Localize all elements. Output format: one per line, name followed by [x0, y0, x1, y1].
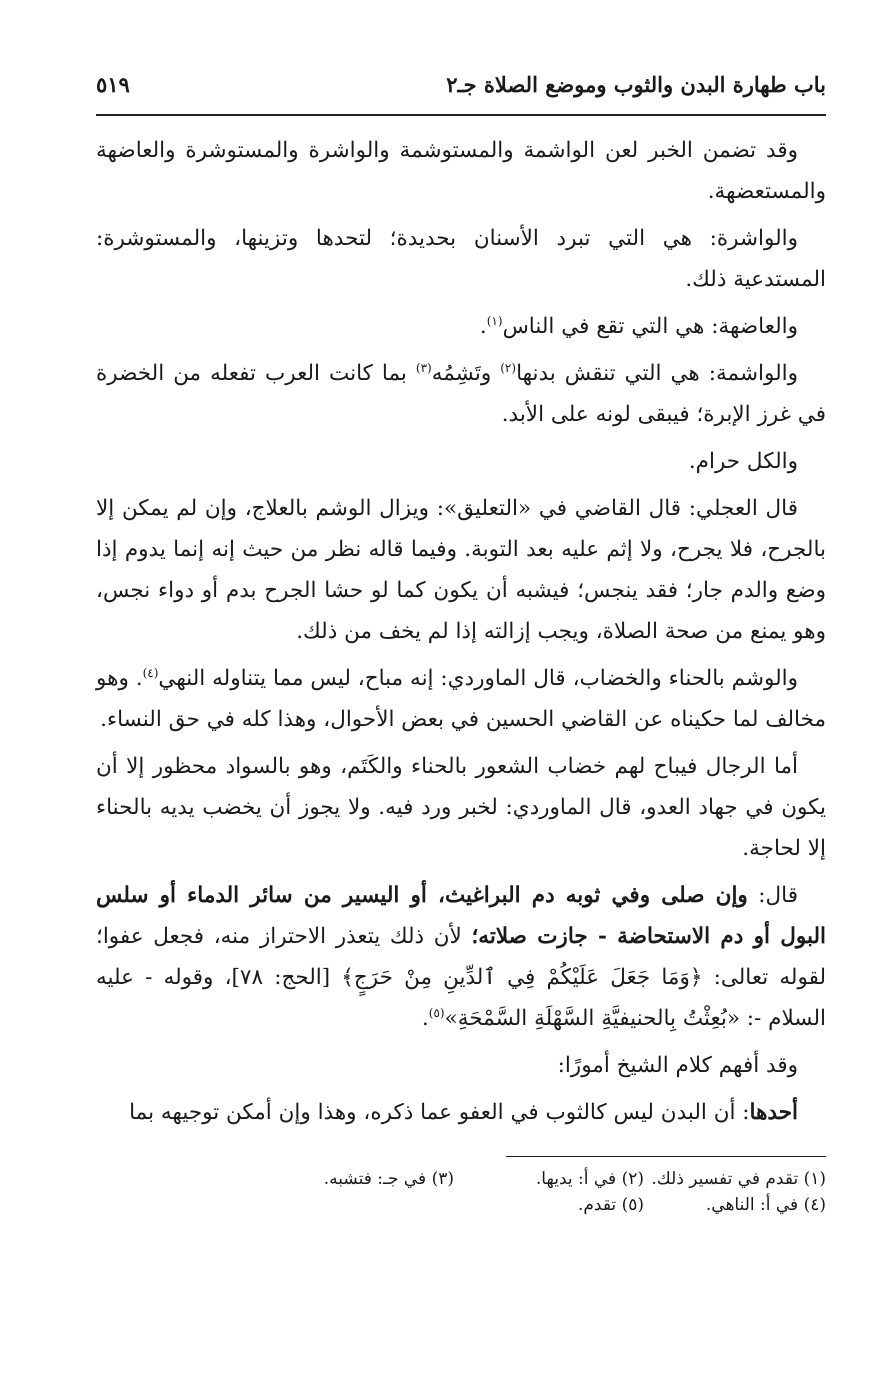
- footnote-ref: (١): [486, 313, 503, 328]
- footnote-rule: [506, 1156, 826, 1157]
- footnote: (٣) في جـ: فتشبه.: [323, 1169, 454, 1189]
- footnotes: [96, 1166, 826, 1218]
- footnote-ref: (٥): [428, 1005, 445, 1020]
- paragraph: وقد تضمن الخبر لعن الواشمة والمستوشمة والواشرة والمستوشرة والعاضهة والمستعضهة.: [96, 138, 826, 204]
- paragraph: والواشمة: هي التي تنقش بدنها$^{(٢)}$ وتَشِمُه$^{(٣)}$ بما كانت العرب تفعله من الخضرة في غرز الإبرة؛ فيبقى لونه على الأبد.: [96, 360, 826, 427]
- paragraph: قال العجلي: قال القاضي في «التعليق»: ويزال الوشم بالعلاج، وإن لم يمكن إلا بالجرح، فلا يجرح، ولا إثم عليه بعد التوبة. وفيما قاله نظر من حيث إنه إنما يدوم إذا وضع والدم جار؛ فقد ينجس؛ فيشبه أن يكون كما لو حشا الجرح بدم أو دواء نجس، وهو يمنع من صحة الصلاة، ويجب إزالته إذا لم يخف من ذلك.: [96, 496, 826, 644]
- footnote-ref: (٣): [415, 360, 432, 375]
- footnote-area: [96, 0, 826, 1379]
- paragraph: أما الرجال فيباح لهم خضاب الشعور بالحناء والكَتَم، وهو بالسواد محظور إلا أن يكون في جهاد العدو، قال الماوردي: لخبر ورد فيه. ولا يجوز أن يخضب يديه بالحناء إلا لحاجة.: [96, 754, 826, 861]
- footnote: (١) تقدم في تفسير ذلك.: [651, 1169, 826, 1189]
- paragraph: قال: وإن صلى وفي ثوبه دم البراغيث، أو اليسير من سائر الدماء أو سلس البول أو دم الاستحاضة - جازت صلاته؛ لأن ذلك يتعذر الاحتراز منه، فجعل عفوا؛ لقوله تعالى: ﴿وَمَا جَعَلَ عَلَيْكُمْ فِي ٱلدِّينِ مِنْ حَرَجٍ﴾ [الحج: ٧٨]، وقوله - عليه السلام -: «بُعِثْتُ بِالحنيفيَّةِ السَّهْلَةِ السَّمْحَةِ»$^{(٥)}$.: [96, 883, 826, 1031]
- footnote-ref: (٤): [142, 665, 159, 680]
- bold-lead: أحدها: [749, 1100, 798, 1125]
- paragraph: والعاضهة: هي التي تقع في الناس$^{(١)}$.: [479, 313, 798, 339]
- paragraph: والكل حرام.: [688, 449, 798, 474]
- footnote: (٥) تقدم.: [577, 1195, 644, 1215]
- paragraph: أحدها: أن البدن ليس كالثوب في العفو عما ذكره، وهذا وإن أمكن توجيهه بما: [129, 1100, 798, 1125]
- paragraph: وقد أفهم كلام الشيخ أمورًا:: [557, 1053, 798, 1078]
- footnote: (٢) في أ: يديها.: [535, 1169, 644, 1189]
- footnote: (٤) في أ: الناهي.: [705, 1195, 826, 1215]
- paragraph: والواشرة: هي التي تبرد الأسنان بحديدة؛ لتحدها وتزينها، والمستوشرة: المستدعية ذلك.: [96, 226, 826, 292]
- paragraph: والوشم بالحناء والخضاب، قال الماوردي: إنه مباح، ليس مما يتناوله النهي$^{(٤)}$. وهو مخالف لما حكيناه عن القاضي الحسين في بعض الأحوال، وهذا كله في حق النساء.: [96, 665, 826, 732]
- footnote-ref: (٢): [500, 360, 517, 375]
- page-number: ٥١٩: [96, 71, 130, 97]
- chapter-title: باب طهارة البدن والثوب وموضع الصلاة جـ٢: [446, 71, 826, 97]
- bold-matn: وإن صلى وفي ثوبه دم البراغيث، أو اليسير من سائر الدماء أو سلس البول أو دم الاستحاضة - جازت صلاته؛: [96, 883, 826, 949]
